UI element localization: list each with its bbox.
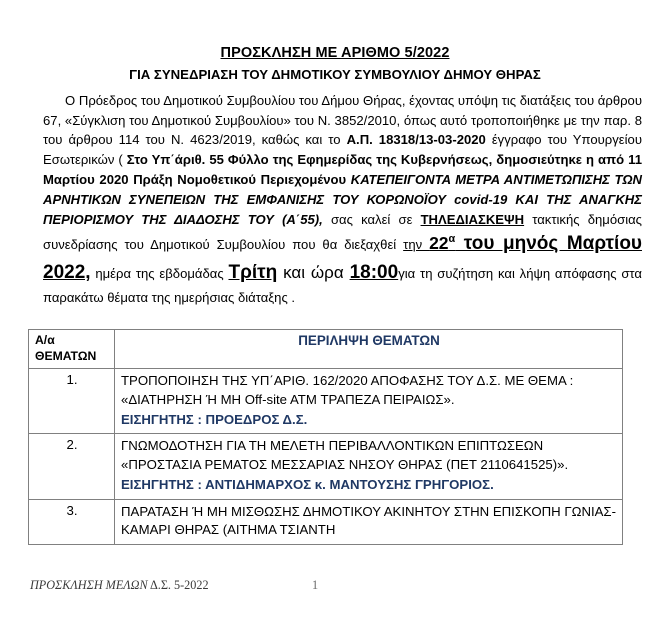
table-row xyxy=(29,434,623,499)
footer-page-number: 1 xyxy=(312,578,319,592)
meeting-month-year: του μηνός Μαρτίου 2022, xyxy=(43,232,642,283)
row-number: 2. xyxy=(29,434,115,499)
ordinal-suffix: α xyxy=(448,233,456,246)
page-footer xyxy=(30,578,624,593)
meeting-time: 18:00 xyxy=(349,261,399,283)
row-presenter: ΕΙΣΗΓΗΤΗΣ : ΠΡΟΕΔΡΟΣ Δ.Σ. xyxy=(121,411,308,427)
body-segment-ministry: έγγραφο του Υπουργείου Εσωτερικών ( xyxy=(43,132,642,168)
body-segment-intro: Ο Πρόεδρος του Δημοτικού Συμβουλίου του Δήμου Θήρας, έχοντας υπόψη τις διατάξεις του άρθρου 67, «Σύγκλιση του Δημοτικού Συμβουλίου» του Ν. 3852/2010, όπως αυτό τροποποιήθηκε με την παρ. 8 του άρθρου 114 του Ν. 4623/2019, καθώς και το xyxy=(43,92,642,148)
column-header-subject: ΠΕΡΙΛΗΨΗ ΘΕΜΑΤΩΝ xyxy=(115,330,623,369)
agenda-table xyxy=(28,329,623,545)
body-segment-on: την xyxy=(403,236,430,252)
row-subject xyxy=(115,499,623,544)
row-subject-text: ΓΝΩΜΟΔΟΤΗΣΗ ΓΙΑ ΤΗ ΜΕΛΕΤΗ ΠΕΡΙΒΑΛΛΟΝΤΙΚΩΝ ΕΠΙΠΤΩΣΕΩΝ «ΠΡΟΣΤΑΣΙΑ ΡΕΜΑΤΟΣ ΜΕΣΣΑΡΙΑΣ ΝΗΣΟΥ ΘΗΡΑΣ (ΠΕΤ 2110641525)». xyxy=(121,438,569,473)
meeting-day-number: 22 xyxy=(429,232,449,253)
row-subject xyxy=(115,369,623,434)
row-number: 1. xyxy=(29,369,115,434)
body-segment-invites: σας καλεί σε xyxy=(322,211,421,227)
legislative-act-title: ΚΑΤΕΠΕΙΓΟΝΤΑ ΜΕΤΡΑ ΑΝΤΙΜΕΤΩΠΙΣΗΣ ΤΩΝ ΑΡΝΗΤΙΚΩΝ ΣΥΝΕΠΕΙΩΝ ΤΗΣ ΕΜΦΑΝΙΣΗΣ ΤΟΥ ΚΟΡΩΝΟΪΟΥ covid-19 ΚΑΙ ΤΗΣ ΑΝΑΓΚΗΣ ΠΕΡΙΟΡΙΣΜΟΥ ΤΗΣ ΔΙΑΔΟΣΗΣ ΤΟΥ (Α΄55), xyxy=(43,172,642,227)
meeting-weekday: Τρίτη xyxy=(228,261,278,283)
row-subject-text: ΠΑΡΑΤΑΣΗ Ή ΜΗ ΜΙΣΘΩΣΗΣ ΔΗΜΟΤΙΚΟΥ ΑΚΙΝΗΤΟΥ ΣΤΗΝ ΕΠΙΣΚΟΠΗ ΓΩΝΙΑΣ-ΚΑΜΑΡΙ ΘΗΡΑΣ (ΑΙΤΗΜΑ ΤΣΙΑΝΤΗ xyxy=(121,503,616,538)
column-header-number-line2: ΘΕΜΑΤΩΝ xyxy=(35,348,97,363)
invitation-body-paragraph xyxy=(43,91,642,308)
document-heading xyxy=(0,0,670,84)
row-number: 3. xyxy=(29,499,115,544)
agenda-table-container xyxy=(28,329,622,545)
footer-document-name: ΠΡΟΣΚΛΗΣΗ ΜΕΛΩΝ xyxy=(30,578,148,592)
protocol-number: Α.Π. 18318/13-03-2020 xyxy=(346,132,486,148)
row-presenter: ΕΙΣΗΓΗΤΗΣ : ΑΝΤΙΔΗΜΑΡΧΟΣ κ. ΜΑΝΤΟΥΣΗΣ ΓΡΗΓΟΡΙΟΣ. xyxy=(121,476,494,492)
row-subject xyxy=(115,434,623,499)
body-segment-weekday-label: ημέρα της εβδομάδας xyxy=(90,265,229,281)
column-header-number-line1: Α/α xyxy=(35,333,55,347)
table-row xyxy=(29,369,623,434)
row-subject-text: ΤΡΟΠΟΠΟΙΗΣΗ ΤΗΣ ΥΠ΄ΑΡΙΘ. 162/2020 ΑΠΟΦΑΣΗΣ ΤΟΥ Δ.Σ. ΜΕ ΘΕΜΑ : «ΔΙΑΤΗΡΗΣΗ Ή ΜΗ Off-site ATM ΤΡΑΠΕΖΑ ΠΕΙΡΑΙΩΣ». xyxy=(121,373,574,407)
body-segment-purpose: για τη συζήτηση και λήψη απόφασης στα παρακάτω θέματα της ημερήσιας διάταξης . xyxy=(43,265,642,305)
table-row xyxy=(29,499,623,544)
body-segment-session: τακτικής δημόσιας συνεδρίασης του Δημοτικού Συμβουλίου που θα διεξαχθεί xyxy=(43,211,642,252)
column-header-number xyxy=(29,330,115,369)
footer-document-reference: Δ.Σ. 5-2022 xyxy=(147,578,209,592)
body-segment-and-hour: και ώρα xyxy=(277,262,350,282)
page-title: ΠΡΟΣΚΛΗΣΗ ΜΕ ΑΡΙΘΜΟ 5/2022 xyxy=(220,45,450,61)
gazette-reference: Στο Υπ΄άριθ. 55 Φύλλο της Εφημερίδας της Κυβερνήσεως, δημοσιεύτηκε η από 11 Μαρτίου 2020 Πράξη Νομοθετικού Περιεχομένου xyxy=(43,152,642,188)
table-header-row xyxy=(29,330,623,369)
page-subtitle: ΓΙΑ ΣΥΝΕΔΡΙΑΣΗ ΤΟΥ ΔΗΜΟΤΙΚΟΥ ΣΥΜΒΟΥΛΙΟΥ ΔΗΜΟΥ ΘΗΡΑΣ xyxy=(129,67,541,83)
meeting-mode: ΤΗΛΕΔΙΑΣΚΕΨΗ xyxy=(420,211,525,227)
